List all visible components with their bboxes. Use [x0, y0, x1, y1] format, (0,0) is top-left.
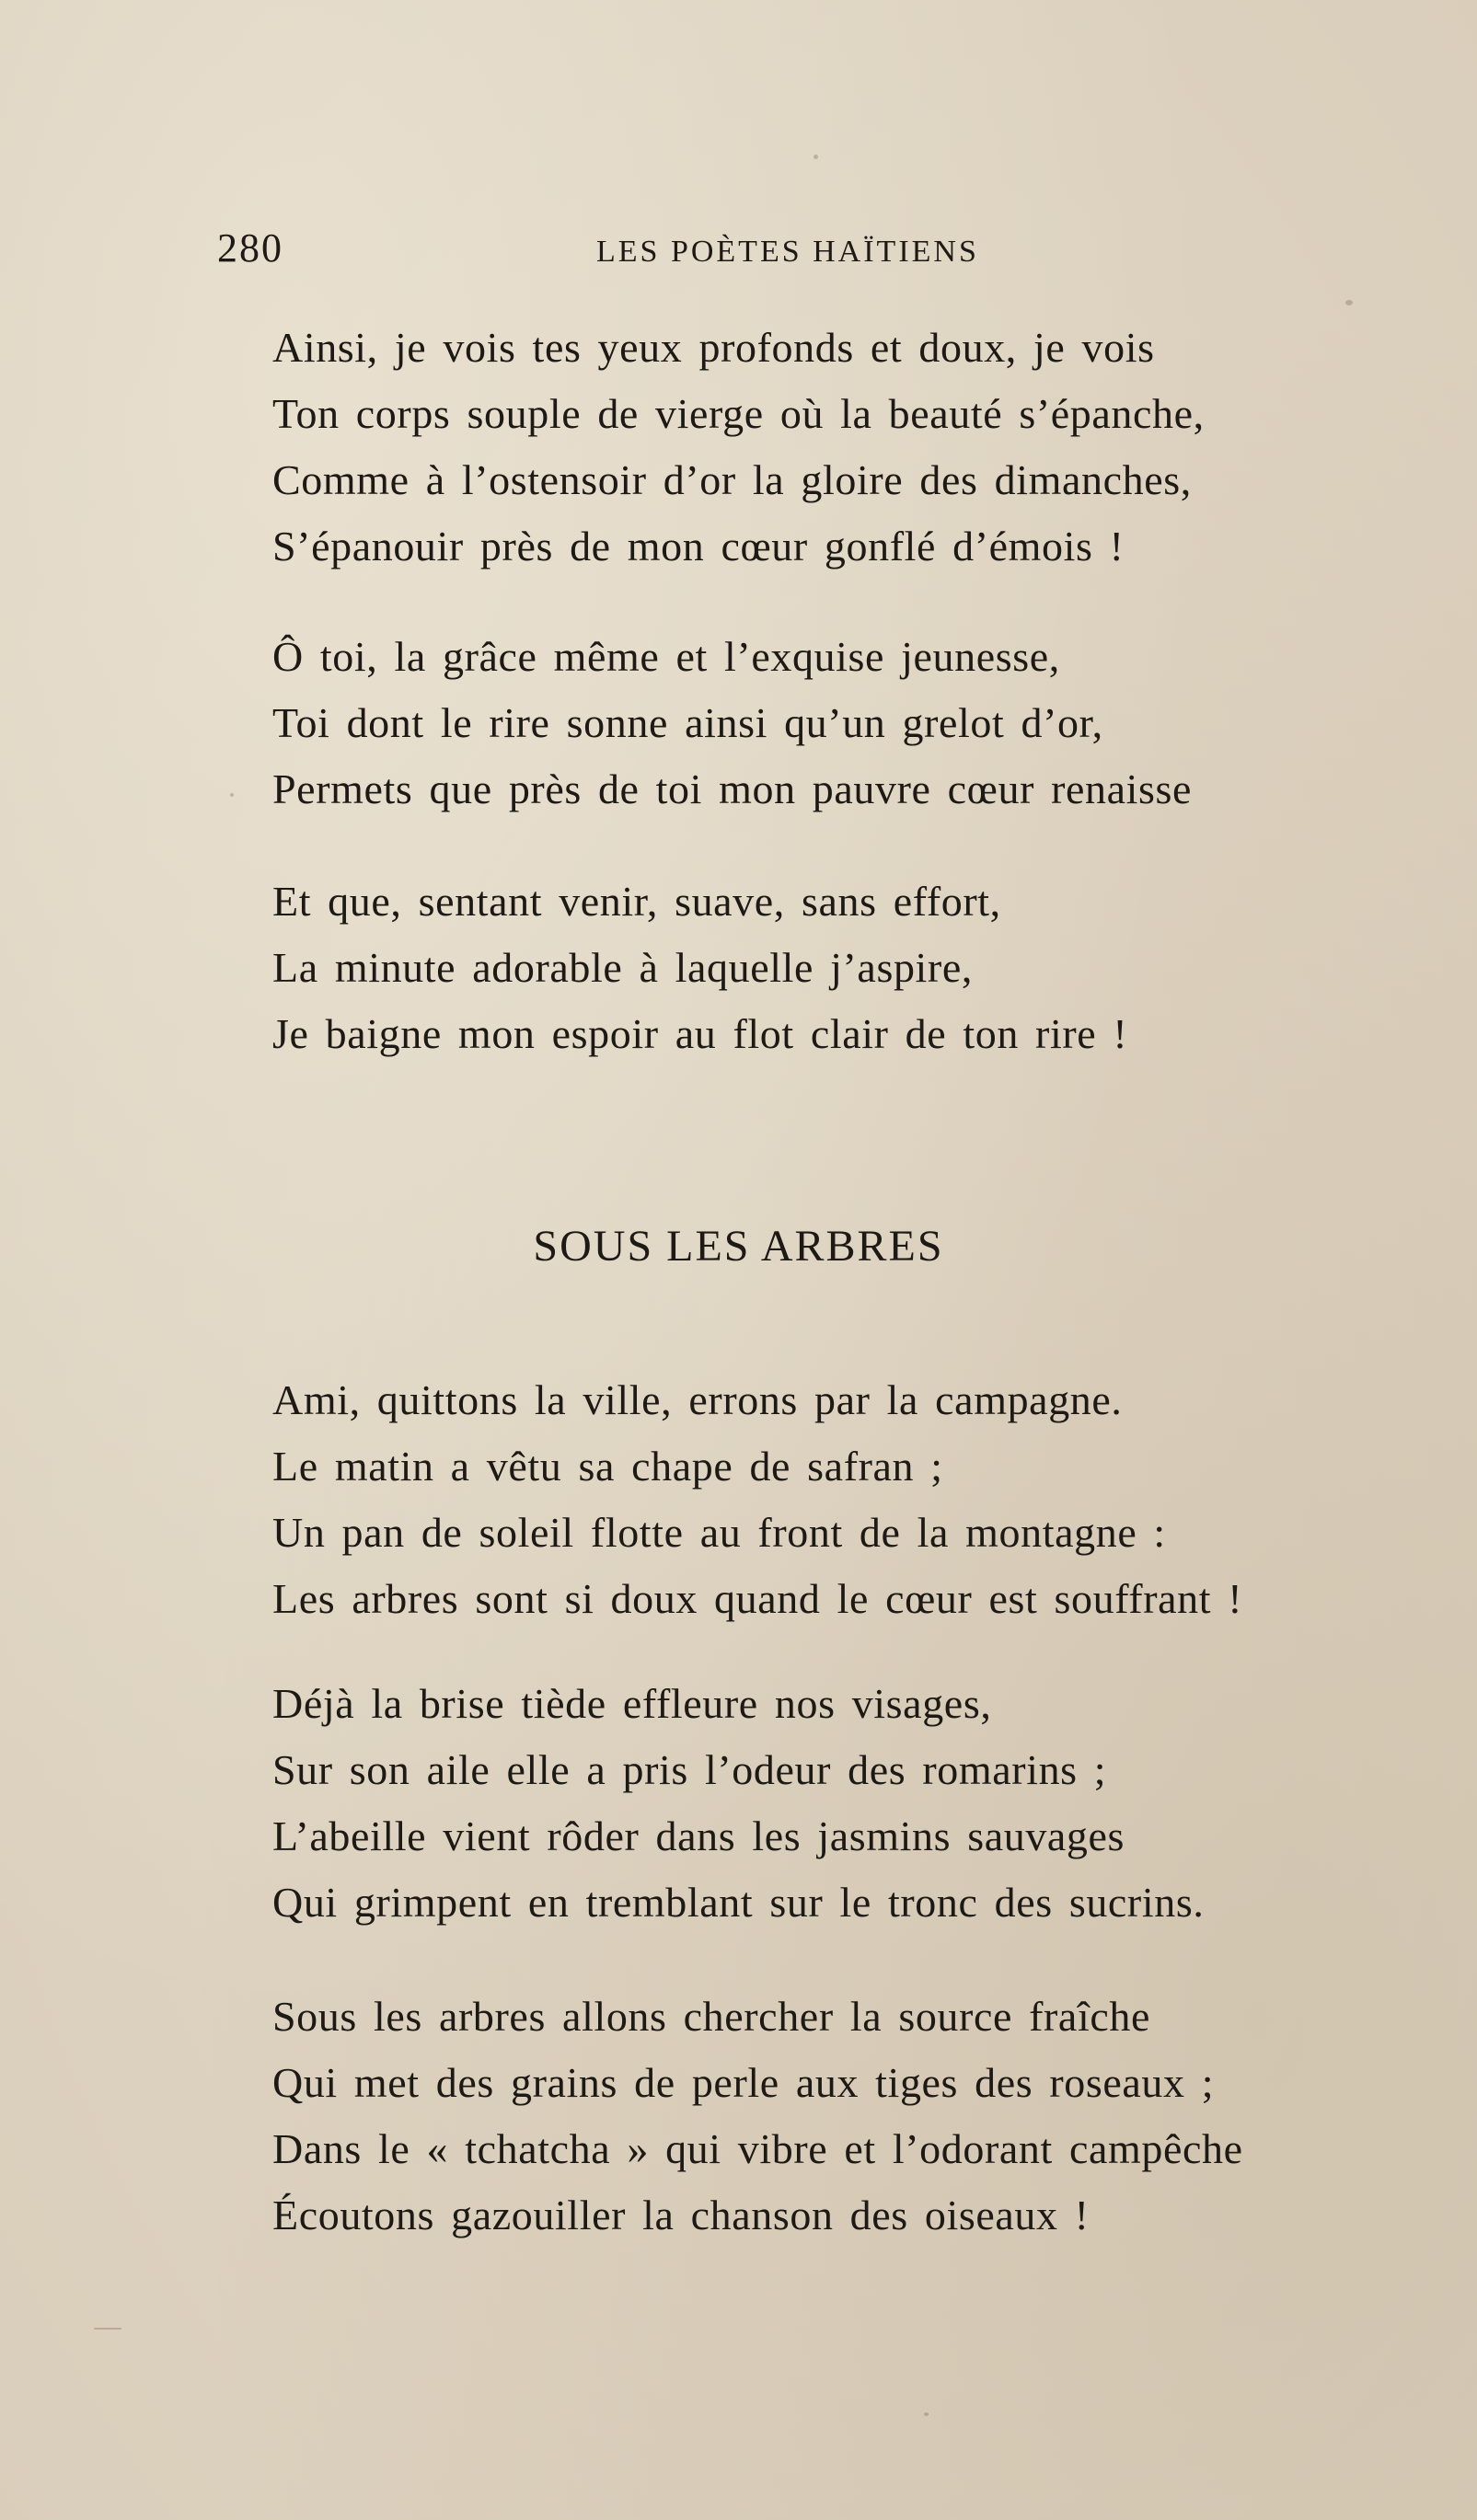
stanza-2	[272, 624, 1432, 823]
paper-speck	[1345, 300, 1353, 305]
verse-line: Ton corps souple de vierge où la beauté s’épanche,	[272, 390, 1205, 437]
verse-line: Je baigne mon espoir au flot clair de ton rire !	[272, 1010, 1128, 1057]
verse-line: Les arbres sont si doux quand le cœur est souffrant !	[272, 1575, 1243, 1622]
verse-line: Un pan de soleil flotte au front de la montagne :	[272, 1509, 1166, 1556]
verse-line: Et que, sentant venir, suave, sans effort,	[272, 878, 1001, 925]
stanza-1	[272, 315, 1432, 580]
stanza-6	[272, 1984, 1432, 2249]
verse-line: Déjà la brise tiède effleure nos visages,	[272, 1680, 992, 1727]
verse-line: L’abeille vient rôder dans les jasmins sauvages	[272, 1812, 1125, 1859]
verse-line: Qui met des grains de perle aux tiges des roseaux ;	[272, 2059, 1215, 2106]
running-title: LES POÈTES HAÏTIENS	[596, 235, 979, 269]
verse-line: Sous les arbres allons chercher la source fraîche	[272, 1993, 1150, 2040]
verse-line: S’épanouir près de mon cœur gonflé d’émois !	[272, 523, 1125, 570]
stanza-3	[272, 869, 1432, 1067]
verse-line: Toi dont le rire sonne ainsi qu’un grelot d’or,	[272, 699, 1103, 746]
verse-line: Écoutons gazouiller la chanson des oiseaux !	[272, 2192, 1090, 2238]
verse-line: Ainsi, je vois tes yeux profonds et doux, je vois	[272, 324, 1155, 371]
page-number: 280	[217, 225, 283, 270]
stanza-4	[272, 1367, 1432, 1632]
running-head	[0, 221, 1477, 276]
verse-line: La minute adorable à laquelle j’aspire,	[272, 944, 973, 991]
verse-line: Ô toi, la grâce même et l’exquise jeunesse,	[272, 633, 1060, 680]
verse-line: Comme à l’ostensoir d’or la gloire des dimanches,	[272, 456, 1192, 503]
verse-line: Le matin a vêtu sa chape de safran ;	[272, 1443, 943, 1490]
verse-line: Qui grimpent en tremblant sur le tronc des sucrins.	[272, 1879, 1205, 1926]
stanza-5	[272, 1671, 1432, 1936]
poem-title: SOUS LES ARBRES	[533, 1222, 944, 1271]
verse-line: Dans le « tchatcha » qui vibre et l’odorant campêche	[272, 2125, 1243, 2172]
verse-line: Sur son aile elle a pris l’odeur des romarins ;	[272, 1746, 1107, 1793]
verse-line: Permets que près de toi mon pauvre cœur renaisse	[272, 765, 1193, 812]
paper-speck	[814, 155, 818, 159]
paper-speck	[230, 793, 234, 797]
verse-line: Ami, quittons la ville, errons par la campagne.	[272, 1376, 1123, 1423]
paper-speck	[94, 2328, 121, 2330]
paper-speck	[924, 2412, 929, 2416]
